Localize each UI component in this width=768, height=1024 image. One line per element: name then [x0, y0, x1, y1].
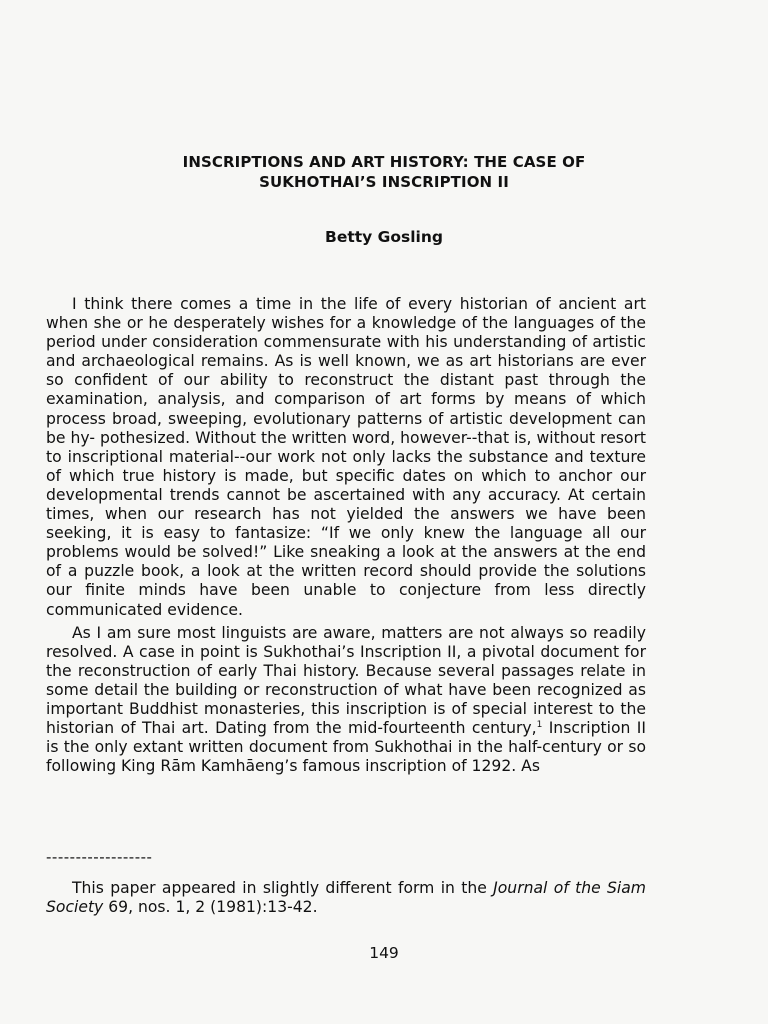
body-paragraph-1: I think there comes a time in the life of every historian of ancient art when she or he desperately wishes for a knowledge of the languages of the period under consideration commensurate with his understanding of artistic and archaeological remains. As is well known, we as art historians are ever so confident of our ability to reconstruct the distant past through the examination, analysis, and comparison of art forms by means of which process broad, sweeping, evolutionary patterns of artistic development can be hy- pothesized. Without the written word, however--that is, without resort to inscriptional material--our work not only lacks the substance and texture of which true history is made, but specific dates on which to anchor our developmental trends cannot be ascertained with any accuracy. At certain times, when our research has not yielded the answers we have been seeking, it is easy to fantasize: “If we only knew the language all our problems would be solved!” Like sneaking a look at the answers at the end of a puzzle book, a look at the written record should provide the solutions our finite minds have been unable to conjecture from less directly communicated evidence.	[46, 295, 646, 619]
article-title-line-1: INSCRIPTIONS AND ART HISTORY: THE CASE OF	[182, 153, 586, 171]
footnote-separator: ------------------	[46, 848, 153, 866]
article-body	[46, 295, 646, 776]
footnote-prefix: This paper appeared in slightly different form in the	[72, 879, 494, 897]
footnote-marker: 1	[536, 719, 543, 730]
footnote-suffix: 69, nos. 1, 2 (1981):13-42.	[103, 898, 318, 916]
article-title-line-2: SUKHOTHAI’S INSCRIPTION II	[259, 173, 509, 191]
article-title	[0, 152, 768, 192]
footnote-journal-title: Journal of the Siam Society	[46, 879, 646, 916]
paragraph-2-part-b: Inscription II is the only extant written document from Sukhothai in the half-century or so following King Rām Kamhāeng’s famous inscription of 1292. As	[46, 719, 646, 776]
author-name: Betty Gosling	[325, 228, 443, 246]
page-number: 149	[369, 944, 399, 962]
paragraph-2-part-a: As I am sure most linguists are aware, matters are not always so readily resolved. A case in point is Sukhothai’s Inscription II, a pivotal document for the reconstruction of early Thai history. Because several passages relate in some detail the building or reconstruction of what have been recognized as important Buddhist monasteries, this inscription is of special interest to the historian of Thai art. Dating from the mid-fourteenth century,	[46, 623, 646, 738]
footnote	[46, 879, 646, 917]
body-paragraph-2	[46, 624, 646, 777]
